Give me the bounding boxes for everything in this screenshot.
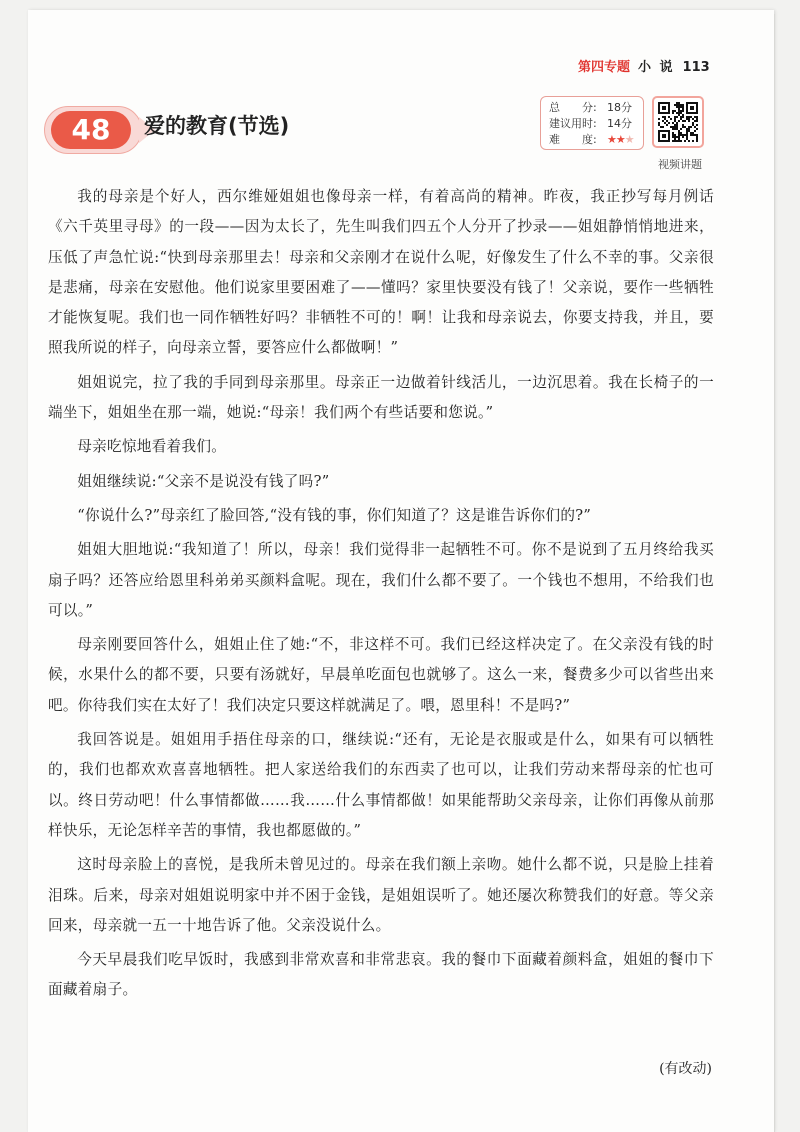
qr-label: 视频讲题: [658, 158, 702, 171]
paragraph: 姐姐说完，拉了我的手同到母亲那里。母亲正一边做着针线活儿，一边沉思着。我在长椅子的一端坐下，姐姐坐在那一端，她说:“母亲！我们两个有些话要和您说。”: [48, 373, 714, 422]
paragraph: 姐姐大胆地说:“我知道了！所以，母亲！我们觉得非一起牺牲不可。你不是说到了五月终给我买扇子吗？还答应给恩里科弟弟买颜料盒呢。现在，我们什么都不要了。一个钱也不想用，不给我们也可以。”: [48, 541, 714, 619]
paragraph: 我回答说是。姐姐用手捂住母亲的口，继续说:“还有，无论是衣服或是什么，如果有可以牺牲的，我们也都欢欢喜喜地牺牲。把人家送给我们的东西卖了也可以，让我们劳动来帮母亲的忙也可以。终日劳动吧！什么事情都做……我……什么事情都做！如果能帮助父亲母亲，让你们再像从前那样快乐，无论怎样辛苦的事情，我也都愿做的。”: [48, 731, 714, 839]
header-topic: 第四专题: [578, 60, 631, 75]
page-number: 113: [682, 60, 710, 75]
source-note: (有改动): [659, 1061, 712, 1077]
qr-code-icon: [658, 102, 698, 142]
lesson-title: 爱的教育(节选): [144, 114, 290, 138]
paragraph: “你说什么?”母亲红了脸回答,“没有钱的事，你们知道了？这是谁告诉你们的?”: [77, 506, 592, 524]
info-box: [540, 96, 644, 150]
article-body: [48, 182, 714, 1006]
paragraph: 今天早晨我们吃早饭时，我感到非常欢喜和非常悲哀。我的餐巾下面藏着颜料盒，姐姐的餐巾下面藏着扇子。: [48, 951, 714, 999]
suggested-time-value: 14分: [607, 117, 632, 130]
qr-code[interactable]: [652, 96, 704, 148]
star-filled-icon: ★: [615, 133, 625, 146]
paragraph: 这时母亲脸上的喜悦，是我所未曾见过的。母亲在我们额上亲吻。她什么都不说，只是脸上挂着泪珠。后来，母亲对姐姐说明家中并不困于金钱，是姐姐误听了。她还屡次称赞我们的好意。等父亲回来，母亲就一五一十地告诉了他。父亲没说什么。: [48, 856, 714, 934]
paragraph: 母亲刚要回答什么，姐姐止住了她:“不，非这样不可。我们已经这样决定了。在父亲没有钱的时候，水果什么的都不要，只要有汤就好，早晨单吃面包也就够了。这么一来，餐费多少可以省些出来吧。你待我们实在太好了！我们决定只要这样就满足了。喂，恩里科！不是吗?”: [48, 636, 714, 714]
lesson-number-badge: [44, 106, 142, 154]
running-header: [578, 56, 710, 75]
star-empty-icon: ★: [624, 133, 634, 146]
total-score-label: 总 分:: [549, 101, 597, 114]
star-filled-icon: ★: [607, 133, 616, 146]
header-section: 小 说: [638, 60, 675, 75]
difficulty-stars: [607, 132, 634, 148]
difficulty-label: 难 度:: [549, 133, 597, 146]
paragraph: 母亲吃惊地看着我们。: [77, 438, 227, 456]
paragraph: 我的母亲是个好人，西尔维娅姐姐也像母亲一样，有着高尚的精神。昨夜，我正抄写每月例话《六千英里寻母》的一段——因为太长了，先生叫我们四五个人分开了抄录——姐姐静悄悄地进来，压低了声急忙说:“快到母亲那里去！母亲和父亲刚才在说什么呢，好像发生了什么不幸的事。父亲很是悲痛，母亲在安慰他。他们说家里要困难了——懂吗？家里快要没有钱了！父亲说，要作一些牺牲才能恢复呢。我们也一同作牺牲好吗？非牺牲不可的！啊！让我和母亲说去，你要支持我，并且，要照我所说的样子，向母亲立誓，要答应什么都做啊！”: [48, 188, 714, 357]
page-edge: [774, 14, 775, 1132]
paragraph: 姐姐继续说:“父亲不是说没有钱了吗?”: [77, 472, 330, 490]
suggested-time-label: 建议用时:: [549, 117, 597, 130]
total-score-value: 18分: [607, 101, 632, 114]
lesson-number: 48: [51, 111, 131, 149]
